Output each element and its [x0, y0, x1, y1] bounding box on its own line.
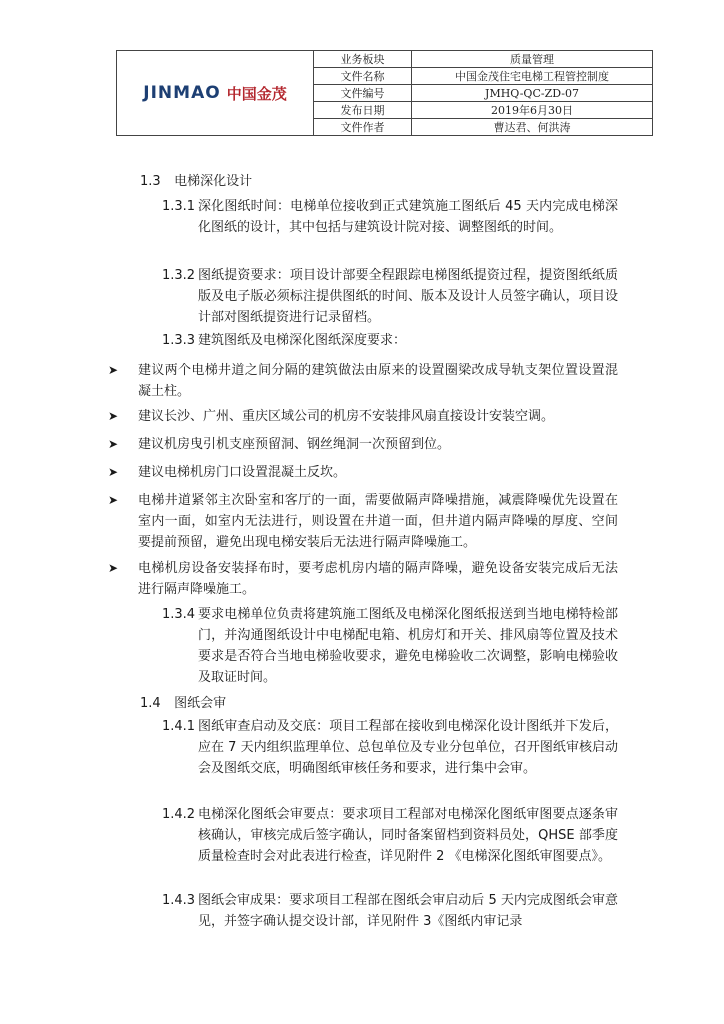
logo-chinese: 中国金茂 — [226, 84, 287, 103]
subsection — [162, 196, 618, 238]
subsection-text: 图纸提资要求：项目设计部要全程跟踪电梯图纸提资过程，提资图纸纸质版及电子版必须标注提供图纸的时间、版本及设计人员签字确认，项目设计部对图纸提资进行记录留档。 — [198, 268, 618, 325]
section-number: 1.4 — [140, 696, 161, 711]
bullet-item — [108, 462, 618, 483]
section-heading — [140, 170, 252, 189]
subsection — [162, 804, 618, 867]
subsection-number: 1.3.1 — [162, 199, 196, 214]
arrow-bullet-icon: ➤ — [108, 465, 119, 479]
bullet-item — [108, 360, 618, 402]
arrow-bullet-icon: ➤ — [108, 493, 119, 507]
section-number: 1.3 — [140, 174, 161, 189]
header-label: 文件名称 — [314, 68, 412, 85]
subsection-number: 1.4.2 — [162, 807, 196, 822]
subsection — [162, 265, 618, 328]
header-label: 文件作者 — [314, 119, 412, 136]
header-value: 质量管理 — [412, 51, 653, 68]
bullet-item — [108, 558, 618, 600]
header-label: 文件编号 — [314, 85, 412, 102]
arrow-bullet-icon: ➤ — [108, 437, 119, 451]
logo-cell — [117, 51, 314, 136]
bullet-text: 电梯机房设备安装择布时，要考虑机房内墙的隔声降噪，避免设备安装完成后无法进行隔声降噪施工。 — [138, 561, 618, 597]
subsection — [162, 604, 618, 688]
subsection-number: 1.3.2 — [162, 268, 196, 283]
bullet-text: 建议两个电梯井道之间分隔的建筑做法由原来的设置圈梁改成导轨支架位置设置混凝土柱。 — [138, 363, 618, 399]
section-title: 图纸会审 — [174, 696, 227, 711]
subsection-text: 图纸会审成果：要求项目工程部在图纸会审启动后 5 天内完成图纸会审意见，并签字确认提交设计部，详见附件 3《图纸内审记录 — [198, 893, 618, 929]
header-value: 中国金茂住宅电梯工程管控制度 — [412, 68, 653, 85]
arrow-bullet-icon: ➤ — [108, 409, 119, 423]
subsection-number: 1.3.4 — [162, 607, 196, 622]
arrow-bullet-icon: ➤ — [108, 363, 119, 377]
subsection-text: 要求电梯单位负责将建筑施工图纸及电梯深化图纸报送到当地电梯特检部门，并沟通图纸设计中电梯配电箱、机房灯和开关、排风扇等位置及技术要求是否符合当地电梯验收要求，避免电梯验收二次调整，影响电梯验收及取证时间。 — [198, 607, 618, 685]
subsection — [162, 890, 618, 932]
jinmao-logo — [117, 83, 313, 104]
section-heading — [140, 692, 226, 711]
logo-english: JINMAO — [143, 83, 221, 103]
bullet-text: 建议电梯机房门口设置混凝土反坎。 — [138, 465, 347, 480]
header-label: 发布日期 — [314, 102, 412, 119]
bullet-item — [108, 406, 618, 427]
header-label: 业务板块 — [314, 51, 412, 68]
bullet-item — [108, 490, 618, 553]
subsection-text: 建筑图纸及电梯深化图纸深度要求： — [198, 333, 407, 348]
subsection — [162, 330, 618, 351]
document-header-table — [116, 50, 653, 136]
section-title: 电梯深化设计 — [174, 174, 253, 189]
subsection — [162, 716, 618, 779]
bullet-text: 电梯井道紧邻主次卧室和客厅的一面，需要做隔声降噪措施，减震降噪优先设置在室内一面，如室内无法进行，则设置在井道一面，但井道内隔声降噪的厚度、空间要提前预留，避免出现电梯安装后无法进行隔声降噪施工。 — [138, 493, 618, 550]
arrow-bullet-icon: ➤ — [108, 561, 119, 575]
subsection-text: 图纸审查启动及交底：项目工程部在接收到电梯深化设计图纸并下发后，应在 7 天内组织监理单位、总包单位及专业分包单位，召开图纸审核启动会及图纸交底，明确图纸审核任务和要求，进行集中会审。 — [198, 719, 618, 776]
subsection-number: 1.4.1 — [162, 719, 196, 734]
header-value: 2019年6月30日 — [412, 102, 653, 119]
subsection-text: 深化图纸时间：电梯单位接收到正式建筑施工图纸后 45 天内完成电梯深化图纸的设计，其中包括与建筑设计院对接、调整图纸的时间。 — [198, 199, 618, 235]
bullet-text: 建议长沙、广州、重庆区域公司的机房不安装排风扇直接设计安装空调。 — [138, 409, 555, 424]
bullet-item — [108, 434, 618, 455]
header-value: 曹达君、何洪涛 — [412, 119, 653, 136]
subsection-text: 电梯深化图纸会审要点：要求项目工程部对电梯深化图纸审图要点逐条审核确认，审核完成后签字确认，同时备案留档到资料员处，QHSE 部季度质量检查时会对此表进行检查，详见附件 2 《电梯深化图纸审图要点》。 — [198, 807, 618, 864]
bullet-text: 建议机房曳引机支座预留洞、钢丝绳洞一次预留到位。 — [138, 437, 451, 452]
header-value: JMHQ-QC-ZD-07 — [412, 85, 653, 102]
subsection-number: 1.3.3 — [162, 333, 196, 348]
subsection-number: 1.4.3 — [162, 893, 196, 908]
